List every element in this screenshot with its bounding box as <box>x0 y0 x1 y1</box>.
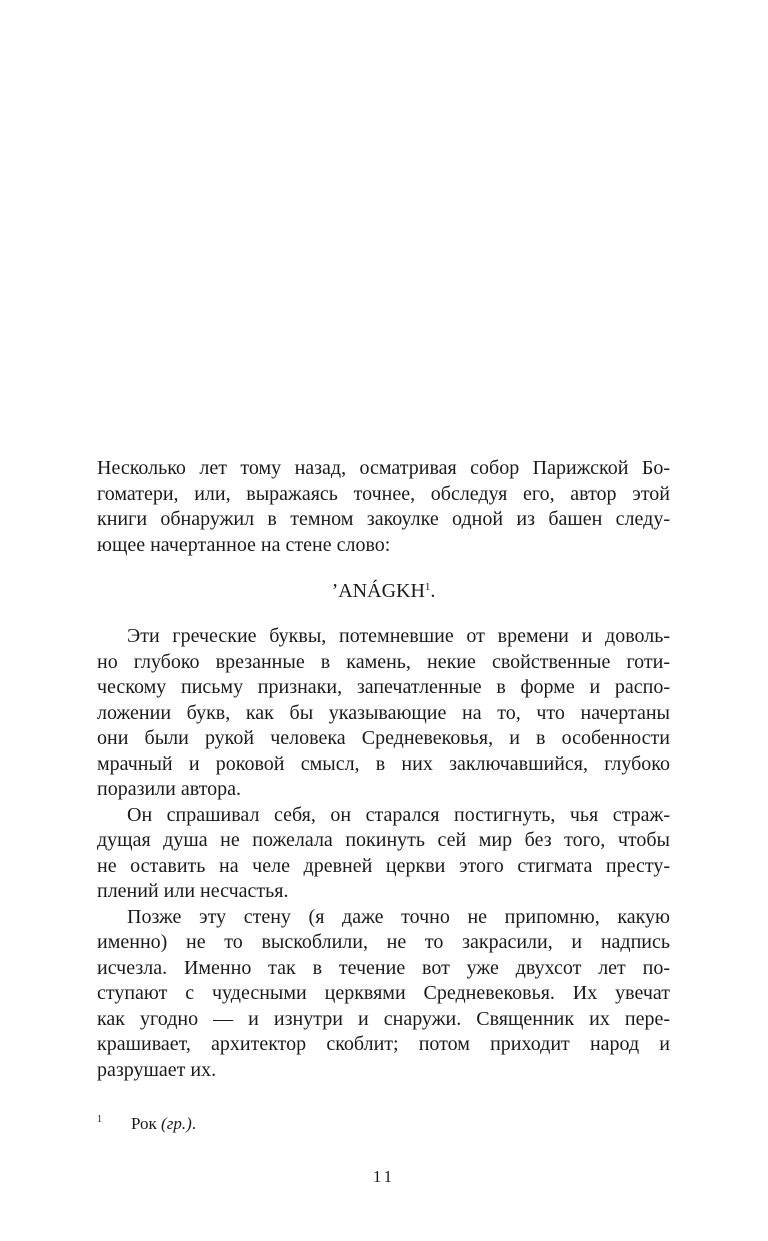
text-line: гоматери, или, выражаясь точнее, обследуя его, автор этой <box>97 482 670 505</box>
text-line: мрачный и роковой смысл, в них заключавшийся, глубоко <box>97 752 670 775</box>
text-line: Несколько лет тому назад, осматривая собор Парижской Бо- <box>97 457 670 479</box>
text-line: они были рукой человека Средневековья, и в особенности <box>97 727 670 749</box>
footnote: 1 Рок (гр.). <box>97 1114 197 1133</box>
text-line: крашивает, архитектор скоблит; потом приходит народ и <box>97 1033 670 1055</box>
footnote-italic: (гр.) <box>161 1114 192 1133</box>
text-line: Он спрашивал себя, он старался постигнуть, чья страж- <box>127 803 670 826</box>
main-text <box>97 456 670 1083</box>
text-line: поразили автора. <box>97 778 242 800</box>
text-line: книги обнаружил в темном закоулке одной из башен следу- <box>97 508 670 530</box>
text-line: разрушает их. <box>97 1058 217 1081</box>
text-line: но глубоко врезанные в камень, некие свойственные готи- <box>97 650 670 673</box>
greek-word: ’ANÁGKH <box>331 580 425 602</box>
text-line: не оставить на челе древней церкви этого стигмата престу- <box>97 854 670 877</box>
text-line: ческому письму признаки, запечатленные в форме и распо- <box>97 676 670 698</box>
text-line: плений или несчастья. <box>97 880 289 902</box>
paragraph-3 <box>97 803 670 905</box>
text-line: дущая душа не пожелала покинуть сей мир без того, чтобы <box>97 829 670 851</box>
text-line: Эти греческие буквы, потемневшие от времени и доволь- <box>127 625 670 647</box>
text-line: как угодно — и изнутри и снаружи. Священник их пере- <box>97 1007 670 1030</box>
footnote-end: . <box>191 1114 197 1133</box>
footnote-ref[interactable]: 1 <box>424 581 431 593</box>
period: . <box>430 580 436 602</box>
page-number: 11 <box>372 1167 396 1186</box>
greek-inscription <box>97 574 670 609</box>
text-line: ложении букв, как бы указывающие на то, что начертаны <box>97 701 670 724</box>
text-line: ющее начертанное на стене слово: <box>97 533 391 556</box>
text-line: именно) не то выскоблили, не то закрасили, и надпись <box>97 931 670 953</box>
paragraph-2 <box>97 624 670 803</box>
footnote-text: Рок <box>131 1114 162 1133</box>
text-line: ступают с чудесными церквями Средневековья. Их увечат <box>97 982 670 1004</box>
text-line: Позже эту стену (я даже точно не припомню, какую <box>127 905 670 928</box>
text-line: исчезла. Именно так в течение вот уже двухсот лет по- <box>97 956 670 979</box>
paragraph-1 <box>97 456 670 558</box>
paragraph-4 <box>97 905 670 1084</box>
